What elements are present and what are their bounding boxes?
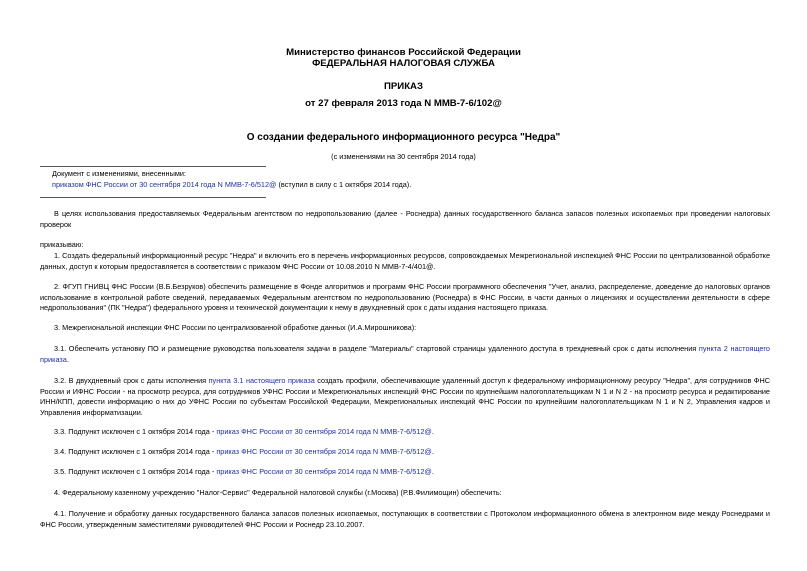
p33-link[interactable]: приказ ФНС России от 30 сентября 2014 года N ММВ-7-6/512@ bbox=[216, 427, 432, 436]
p32-link[interactable]: пункта 3.1 настоящего приказа bbox=[208, 376, 315, 385]
p34-end: . bbox=[431, 447, 434, 456]
paragraph-3-1 bbox=[40, 344, 770, 365]
p31-link[interactable]: пункта 2 настоящего приказа bbox=[40, 344, 770, 364]
order-word: приказываю: bbox=[40, 240, 84, 249]
paragraph-2: 2. ФГУП ГНИВЦ ФНС России (В.Б.Безруков) обеспечить размещение в Фонде алгоритмов и программ ФНС России программного обеспечения "Учет, анализ, распределение, доведение до налоговых органов использование в контрольной работе сведений, передаваемых Федеральным агентством по недропользованию (Роснедра) в ФНС России, в части данных о лицензиях и осуществлении деятельности в сфере недропользования" (ПК "Недра") федерального уровня и технической документации к нему в двухдневный срок с даты издания настоящего приказа. bbox=[40, 282, 770, 313]
p35-num: 3.5. bbox=[54, 467, 69, 476]
paragraph-3-4 bbox=[40, 447, 770, 458]
p33-num: 3.3. bbox=[54, 427, 69, 436]
amendment-link[interactable]: приказом ФНС России от 30 сентября 2014 года N ММВ-7-6/512@ bbox=[52, 180, 277, 189]
page-title: О создании федерального информационного ресурса "Недра" bbox=[246, 132, 561, 143]
divider-bottom bbox=[40, 197, 266, 198]
p35-end: . bbox=[431, 467, 434, 476]
p35-link[interactable]: приказ ФНС России от 30 сентября 2014 года N ММВ-7-6/512@ bbox=[216, 467, 432, 476]
doc-date: от 27 февраля 2013 года N ММВ-7-6/102@ bbox=[305, 98, 502, 109]
p31-end: . bbox=[66, 354, 69, 364]
p31-text: 3.1. Обеспечить установку ПО и размещение руководства пользователя задачи в разделе "Материалы" стартовой страницы удаленного доступа в трехдневный срок с даты исполнения bbox=[54, 344, 699, 353]
preamble: В целях использования предоставляемых Федеральным агентством по недропользованию (далее - Роснедра) данных государственного баланса запасов полезных ископаемых при проведении налоговых проверок bbox=[40, 209, 770, 229]
p33-text: Подпункт исключен с 1 октября 2014 года - bbox=[68, 427, 217, 436]
doc-type: ПРИКАЗ bbox=[384, 81, 423, 92]
paragraph-4-1: 4.1. Получение и обработку данных государственного баланса запасов полезных ископаемых, поступающих в соответствии с Протоколом информационного обмена в электронном виде между Роснедрами и ФНС России, утвержденным заместителями руководителей ФНС России и Роснедр 23.10.2007. bbox=[40, 509, 770, 529]
service-heading: ФЕДЕРАЛЬНАЯ НАЛОГОВАЯ СЛУЖБА bbox=[312, 58, 495, 69]
amendment-line bbox=[52, 180, 411, 191]
amendment-tail: (вступил в силу с 1 октября 2014 года). bbox=[276, 180, 412, 189]
divider-top bbox=[40, 166, 266, 167]
p34-link[interactable]: приказ ФНС России от 30 сентября 2014 года N ММВ-7-6/512@ bbox=[216, 447, 432, 456]
p33-end: . bbox=[431, 427, 434, 436]
p34-num: 3.4. bbox=[54, 447, 69, 456]
paragraph-1: 1. Создать федеральный информационный ресурс "Недра" и включить его в перечень информационных ресурсов, сопровождаемых Межрегиональной инспекцией ФНС России по централизованной обработке данных, доступ к которым предоставляется в соответствии с приказом ФНС России от 10.08.2010 N ММВ-7-4/401@. bbox=[40, 251, 770, 271]
paragraph-3-2 bbox=[40, 376, 770, 418]
ministry-heading: Министерство финансов Российской Федерации bbox=[286, 47, 521, 58]
changes-note: (с изменениями на 30 сентября 2014 года) bbox=[331, 152, 476, 161]
amendment-intro: Документ с изменениями, внесенными: bbox=[52, 169, 186, 178]
p32-text-2: создать профили, обеспечивающие удаленный доступ к федеральному информационному ресурсу "Недра", для сотрудников ФНС России и ИФНС России - на просмотр ресурса, для сотрудников УФНС России и Межрегиональных инспекций ФНС России по крупнейшим налогоплательщикам N 1 и N 2 - на просмотр ресурса и редактирование ИНН/КПП, довести информацию о них до УФНС России по субъектам Российской Федерации, Межрегиональных инспекций ФНС России по крупнейшим налогоплательщикам N 1 и N 2, Управления кадров и Управления информатизации. bbox=[40, 376, 770, 417]
p34-text: Подпункт исключен с 1 октября 2014 года - bbox=[68, 447, 217, 456]
paragraph-3-5 bbox=[40, 467, 770, 478]
p32-text-1: 3.2. В двухдневный срок с даты исполнения bbox=[54, 376, 209, 385]
p35-text: Подпункт исключен с 1 октября 2014 года - bbox=[68, 467, 217, 476]
paragraph-4: 4. Федеральному казенному учреждению "Налог-Сервис" Федеральной налоговой службы (г.Москва) (Р.В.Филимощин) обеспечить: bbox=[54, 488, 502, 497]
paragraph-3-3 bbox=[40, 427, 770, 438]
paragraph-3: 3. Межрегиональной инспекции ФНС России по централизованной обработке данных (И.А.Мирошникова): bbox=[54, 323, 417, 332]
